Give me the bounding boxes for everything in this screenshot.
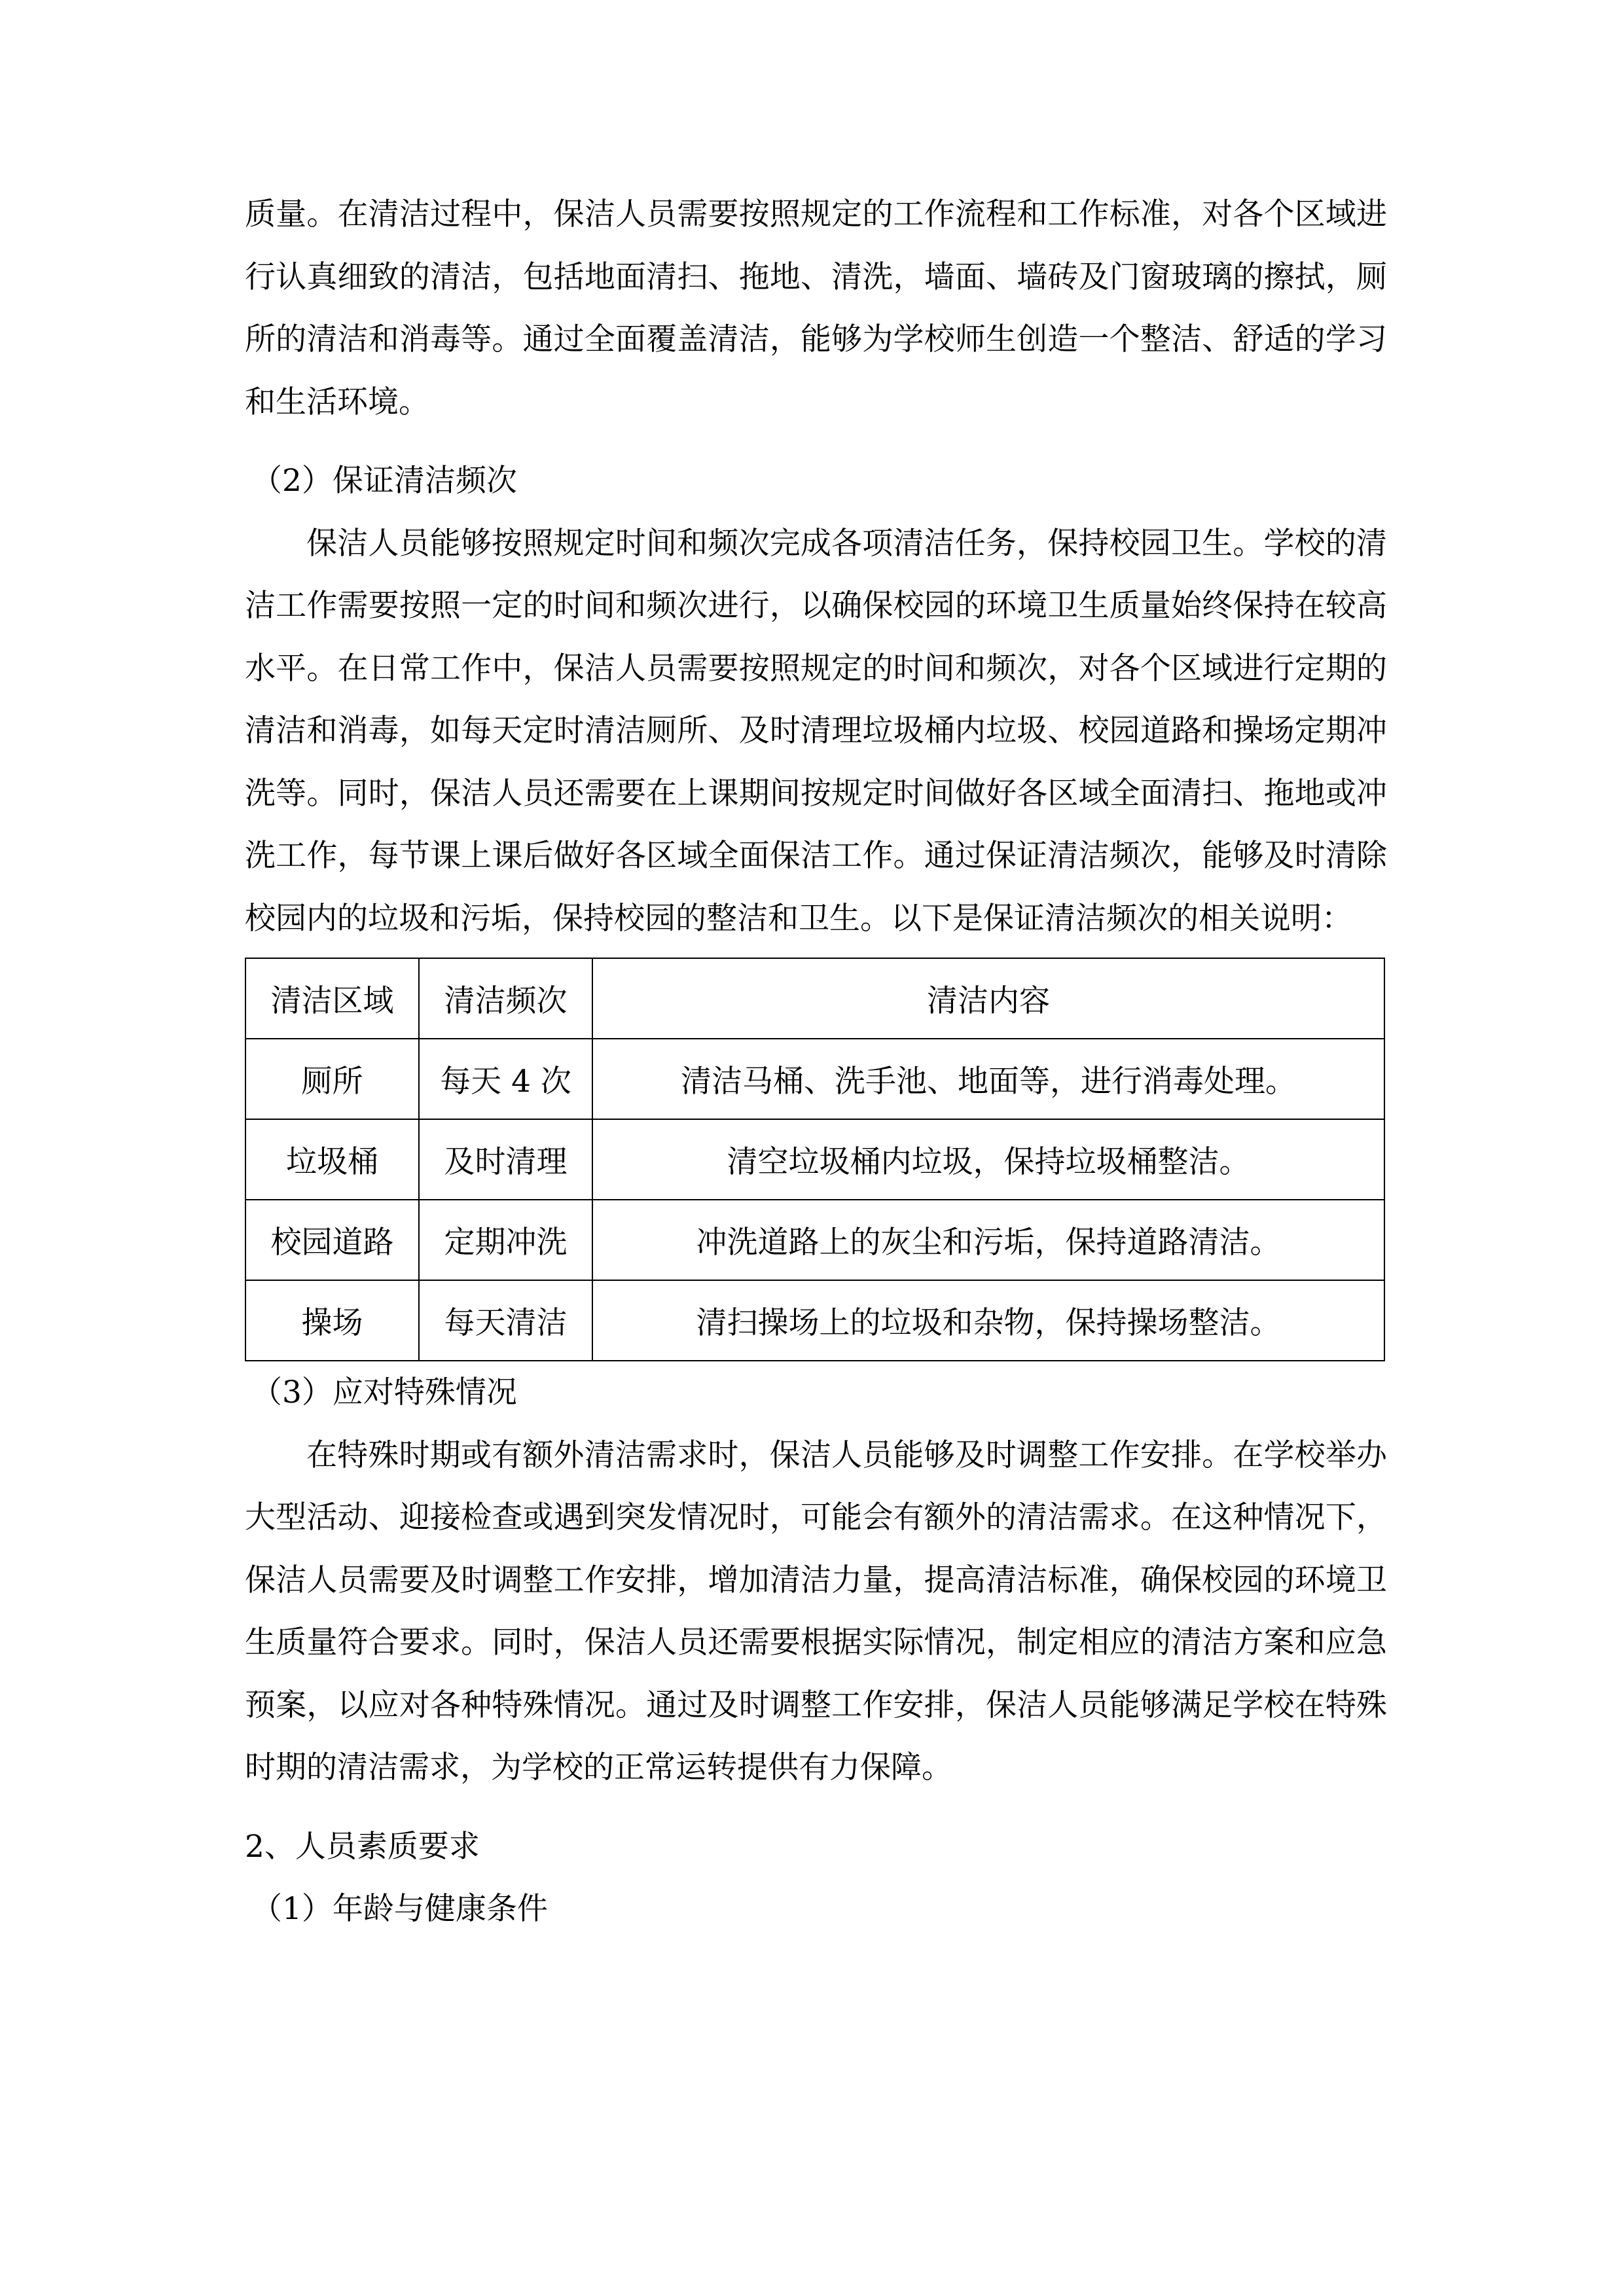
table-row xyxy=(245,1200,1384,1280)
heading-cleaning-frequency: （2）保证清洁频次 xyxy=(251,463,517,499)
table-cell-frequency: 每天清洁 xyxy=(419,1280,592,1361)
table-cell-area: 厕所 xyxy=(245,1039,419,1119)
table-row xyxy=(245,1039,1384,1119)
table-cell-content: 清扫操场上的垃圾和杂物，保持操场整洁。 xyxy=(592,1280,1384,1361)
table-row xyxy=(245,1280,1384,1361)
table-row xyxy=(245,1119,1384,1200)
table-header-content: 清洁内容 xyxy=(592,958,1384,1039)
table-cell-frequency: 每天 4 次 xyxy=(419,1039,592,1119)
table-header-row xyxy=(245,958,1384,1039)
table-cell-content: 清空垃圾桶内垃圾，保持垃圾桶整洁。 xyxy=(592,1119,1384,1200)
table-header-frequency: 清洁频次 xyxy=(419,958,592,1039)
paragraph-cleaning-frequency: 保洁人员能够按照规定时间和频次完成各项清洁任务，保持校园卫生。学校的清洁工作需要按照一定的时间和频次进行，以确保校园的环境卫生质量始终保持在较高水平。在日常工作中，保洁人员需要按照规定的时间和频次，对各个区域进行定期的清洁和消毒，如每天定时清洁厕所、及时清理垃圾桶内垃圾、校园道路和操场定期冲洗等。同时，保洁人员还需要在上课期间按规定时间做好各区域全面清扫、拖地或冲洗工作，每节课上课后做好各区域全面保洁工作。通过保证清洁频次，能够及时清除校园内的垃圾和污垢，保持校园的整洁和卫生。以下是保证清洁频次的相关说明： xyxy=(245,525,1387,937)
table-cell-area: 垃圾桶 xyxy=(245,1119,419,1200)
table-cell-frequency: 定期冲洗 xyxy=(419,1200,592,1280)
table-cell-area: 操场 xyxy=(245,1280,419,1361)
heading-age-health: （1）年龄与健康条件 xyxy=(251,1891,548,1927)
paragraph-cleaning-quality: 质量。在清洁过程中，保洁人员需要按照规定的工作流程和工作标准，对各个区域进行认真细致的清洁，包括地面清扫、拖地、清洗，墙面、墙砖及门窗玻璃的擦拭，厕所的清洁和消毒等。通过全面覆盖清洁，能够为学校师生创造一个整洁、舒适的学习和生活环境。 xyxy=(245,196,1387,420)
table-cell-frequency: 及时清理 xyxy=(419,1119,592,1200)
table-header-area: 清洁区域 xyxy=(245,958,419,1039)
paragraph-special-situations: 在特殊时期或有额外清洁需求时，保洁人员能够及时调整工作安排。在学校举办大型活动、迎接检查或遇到突发情况时，可能会有额外的清洁需求。在这种情况下，保洁人员需要及时调整工作安排，增加清洁力量，提高清洁标准，确保校园的环境卫生质量符合要求。同时，保洁人员还需要根据实际情况，制定相应的清洁方案和应急预案，以应对各种特殊情况。通过及时调整工作安排，保洁人员能够满足学校在特殊时期的清洁需求，为学校的正常运转提供有力保障。 xyxy=(245,1437,1387,1785)
table-cell-area: 校园道路 xyxy=(245,1200,419,1280)
heading-staff-quality: 2、人员素质要求 xyxy=(245,1828,480,1865)
heading-special-situations: （3）应对特殊情况 xyxy=(251,1374,517,1410)
table-cell-content: 冲洗道路上的灰尘和污垢，保持道路清洁。 xyxy=(592,1200,1384,1280)
cleaning-frequency-table xyxy=(245,958,1385,1361)
page-content xyxy=(245,183,1387,1941)
table-cell-content: 清洁马桶、洗手池、地面等，进行消毒处理。 xyxy=(592,1039,1384,1119)
